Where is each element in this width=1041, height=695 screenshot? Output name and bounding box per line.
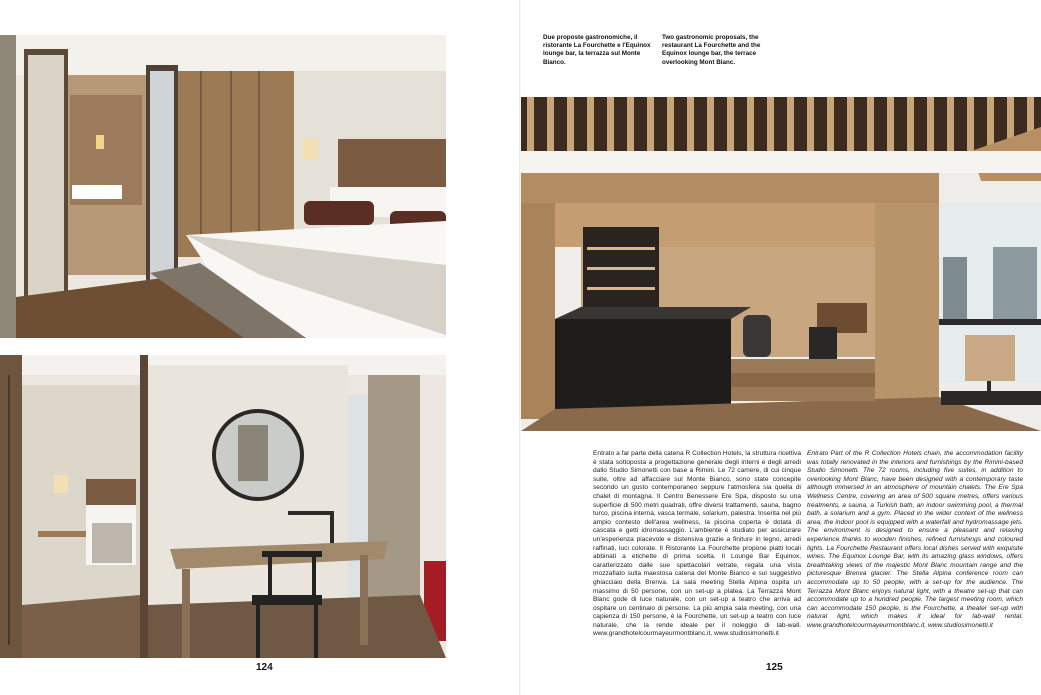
caption-english: Two gastronomic proposals, the restaurant La Fourchette and the Equinox lounge bar, the terrace overlooking Mont Blanc. [662, 34, 761, 66]
page-number-left: 124 [256, 662, 273, 673]
desk-photo [0, 355, 446, 658]
left-page [0, 0, 519, 695]
body-text-english: Entrato Part of the R Collection Hotels chain, the accommodation facility was totally renovated in the interiors and furnishings by the Rimini-based Studio Simonetti. The 72 rooms, including five suites, in addition to overlooking Mont Blanc, have been designed with a contemporary taste although immersed in an atmosphere of mountain chalets. The Ere Spa Wellness Centre, covering an area of 500 square metres, offers various treatments, a sauna, a Turkish bath, an indoor swimming pool, a thermal bath, a solarium and a gym. Placed in the wider context of the wellness area, the indoor pool is equipped with a waterfall and hydromassage jets. The environment is designed to ensure a pleasant and relaxing experience thanks to wooden finishes, refined furnishings and coloured lights. La Fourchette Restaurant offers local dishes served with exquisite wines. The Equinox Lounge Bar, with its amazing glass windows, offers breathtaking views of the majestic Mont Blanc mountain range and the picturesque Brenva glacier. The Stella Alpina conference room can accommodate up to 50 people, with a set-up for the audience. The Terrazza Mont Blanc enjoys natural light, with a theatre set-up that can accommodate up to a hundred people. The largest meeting room, which can accommodate 150 people, is the Fourchette, a theater set-up with natural light, which makes it ideal for lab-wall rental. www.grandhotelcourmayeurmontblanc.it, www.studiosimonetti.it [807, 450, 1023, 629]
caption-italian: Due proposte gastronomiche, il ristorante La Fourchette e l'Equinox lounge bar, la terrazza sul Monte Bianco. [543, 34, 651, 66]
page-number-right: 125 [766, 662, 783, 673]
bedroom-photo [0, 35, 446, 338]
lounge-bar-photo [521, 97, 1041, 431]
body-text-italian: Entrato a far parte della catena R Collection Hotels, la struttura ricettiva è stata sottoposta a progettazione generale degli interni e degli arredi dallo Studio Simonetti con base a Rimini. Le 72 camere, di cui cinque suite, oltre ad affacciare sul Monte Bianco, sono state concepite secondo un gusto contemporaneo seppure l'atmosfera sia quella di chalet di montagna. Il Centro Benessere Ere Spa, disposto su una superficie di 500 metri quadrati, offre diversi trattamenti, sauna, bagno turco, piscina interna, vasca termale, solarium, palestra. Inserita nel più ampio contesto dell'area wellness, la piscina coperta è dotata di cascata e getti idromassaggio. L'ambiente è studiato per assicurare un'esperienza piacevole e distensiva grazie a finiture in legno, arredi raffinati, luci colorate. Il Ristorante La Fourchette propone piatti locali abbinati a etichette di prima scelta. Il Lounge Bar Equinox, caratterizzato dalle sue spettacolari vetrate, regala una vista mozzafiato sulla maestosa catena del Monte Bianco e sul suggestivo ghiacciaio della Brenva. La sala meeting Stella Alpina ospita un massimo di 50 persone, con un set-up a platea. La Terrazza Mont Blanc gode di luce naturale, con un set-up a teatro che arriva ad ospitare un centinaio di persone. La più ampia sala meeting, con una capienza di 150 persone, è la Fourchette, un set-up a teatro con luce naturale, che la rende ideale per il noleggio di lab-wall. www.grandhotelcourmayeurmontblanc.it, www.studiosimonetti.it [593, 450, 801, 638]
right-page [521, 0, 1041, 695]
